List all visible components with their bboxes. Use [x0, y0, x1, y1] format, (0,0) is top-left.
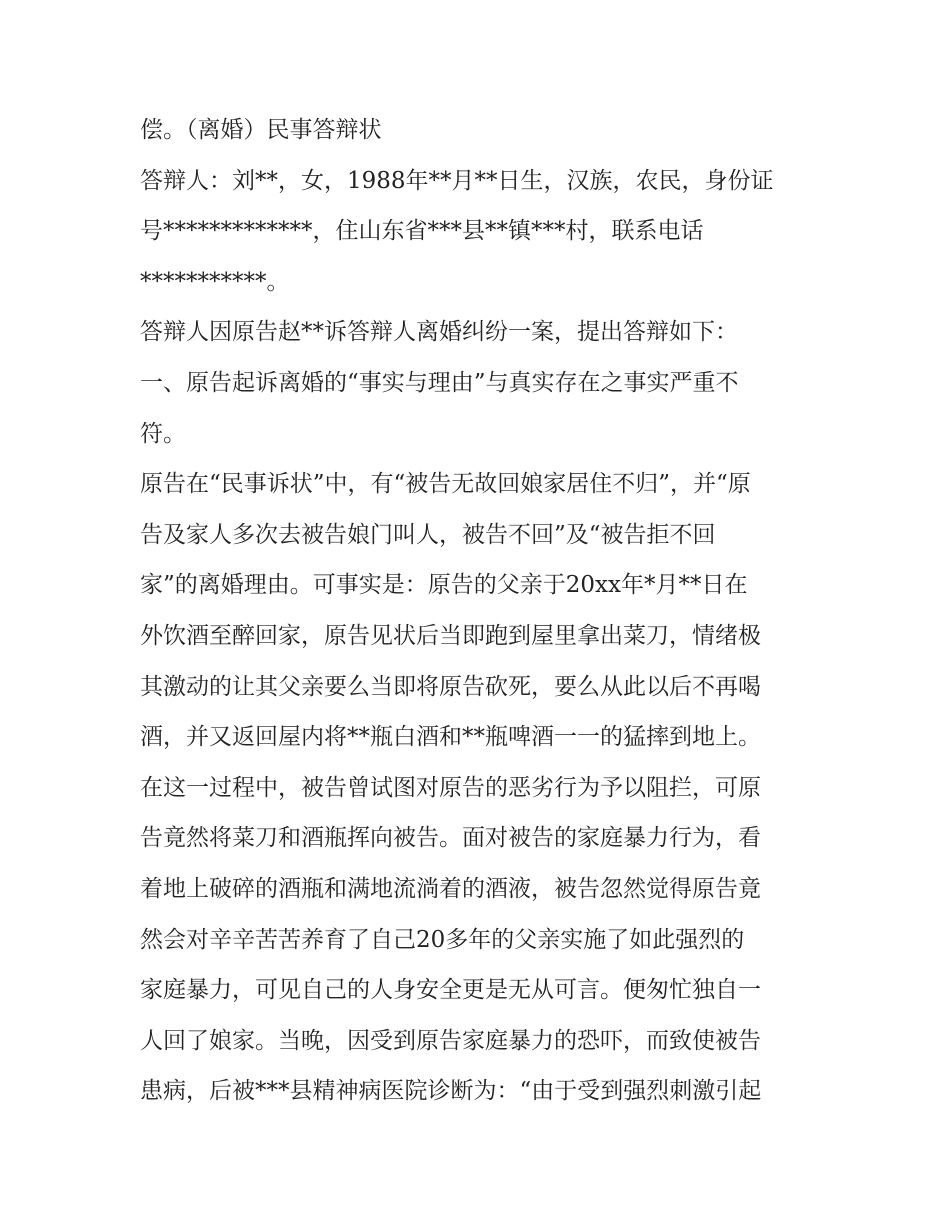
text-line: 人回了娘家。当晚，因受到原告家庭暴力的恐吓，而致使被告 [140, 1027, 761, 1054]
text-line: 家庭暴力，可见自己的人身安全更是无从可言。便匆忙独自一 [140, 977, 761, 1004]
text-line: 着地上破碎的酒瓶和满地流淌着的酒液，被告忽然觉得原告竟 [140, 875, 761, 902]
text-line: 号*************，住山东省***县**镇***村，联系电话 [140, 218, 704, 245]
text-line: 原告在“民事诉状”中，有“被告无故回娘家居住不归”，并“原 [140, 471, 751, 498]
text-line: 告竟然将菜刀和酒瓶挥向被告。面对被告的家庭暴力行为，看 [140, 825, 761, 852]
text-line: ***********。 [140, 268, 290, 295]
text-line: 外饮酒至醉回家，原告见状后当即跑到屋里拿出菜刀，情绪极 [140, 622, 761, 649]
text-line: 患病，后被***县精神病医院诊断为：“由于受到强烈刺激引起 [140, 1078, 762, 1105]
document-body [140, 105, 820, 1117]
text-line: 答辩人：刘**，女，1988年**月**日生，汉族，农民，身份证 [140, 167, 774, 194]
text-line: 答辩人因原告赵**诉答辩人离婚纠纷一案，提出答辩如下： [140, 319, 738, 346]
text-line: 告及家人多次去被告娘门叫人，被告不回”及“被告拒不回 [140, 521, 716, 548]
text-line: 其激动的让其父亲要么当即将原告砍死，要么从此以后不再喝 [140, 673, 761, 700]
text-line: 在这一过程中，被告曾试图对原告的恶劣行为予以阻拦，可原 [140, 774, 761, 801]
document-title-line: 偿。（离婚）民事答辩状 [140, 117, 382, 143]
text-line: 家”的离婚理由。可事实是：原告的父亲于20xx年*月**日在 [140, 572, 748, 599]
text-line: 符。 [140, 420, 186, 447]
text-line: 然会对辛辛苦苦养育了自己20多年的父亲实施了如此强烈的 [140, 926, 745, 953]
text-line: 酒，并又返回屋内将**瓶白酒和**瓶啤酒一一的猛摔到地上。 [140, 724, 761, 751]
text-line: 一、原告起诉离婚的“事实与理由”与真实存在之事实严重不 [140, 369, 739, 396]
